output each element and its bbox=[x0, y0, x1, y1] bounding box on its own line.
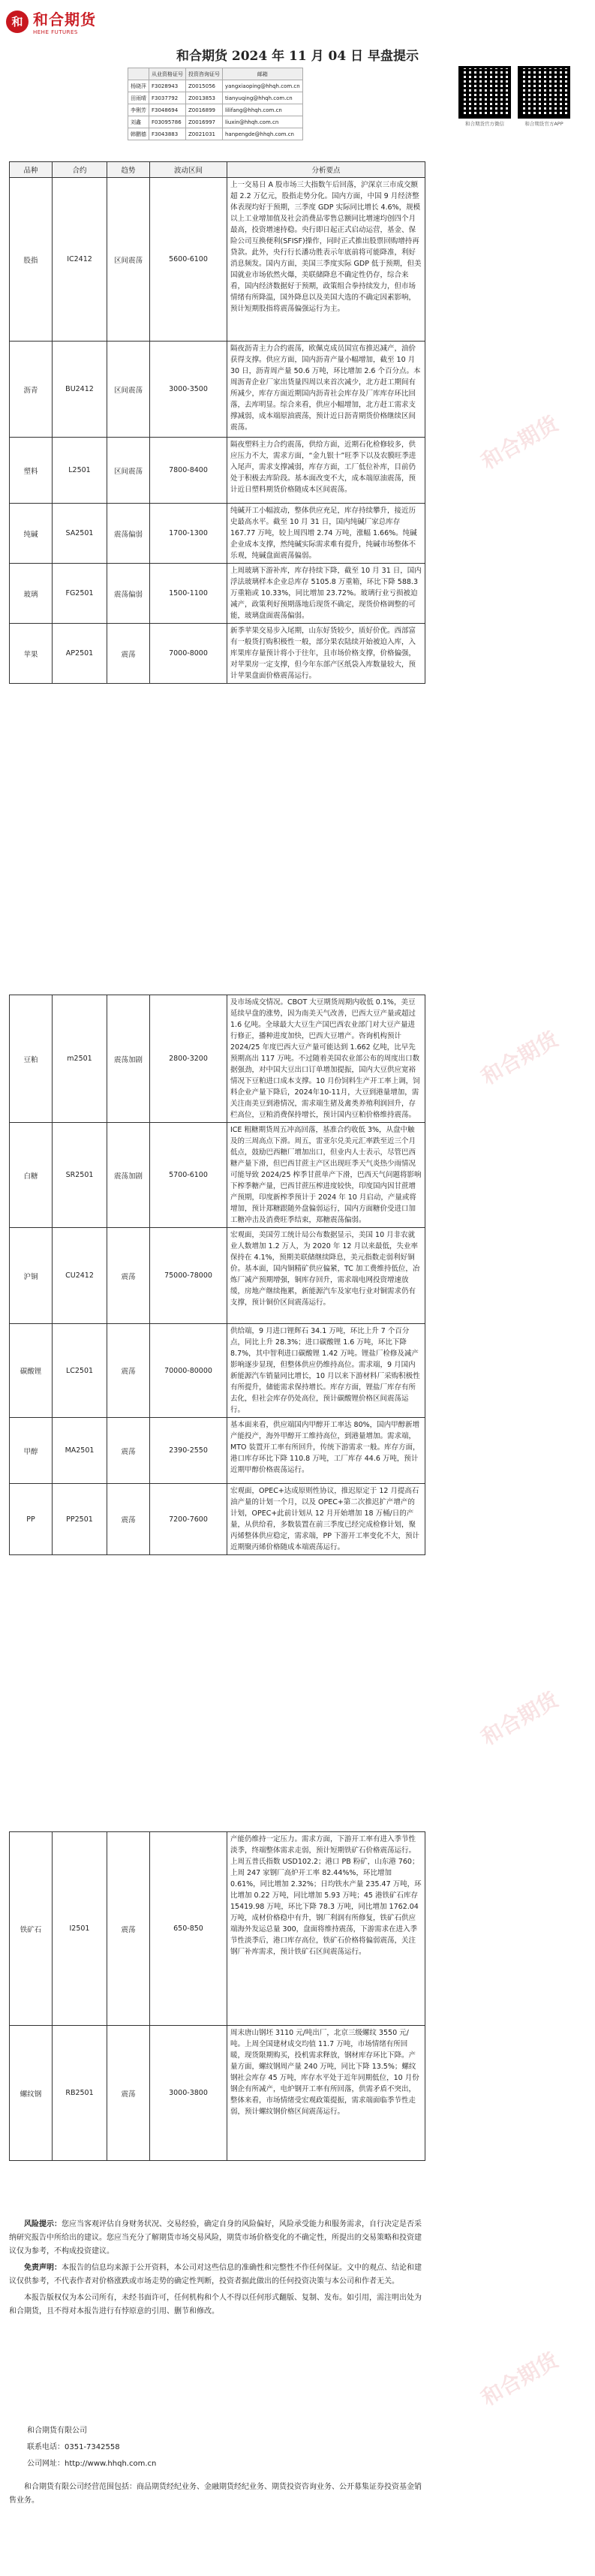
name-cell: 玻璃 bbox=[10, 564, 53, 624]
table-row bbox=[10, 624, 425, 684]
range-cell: 7000-8000 bbox=[150, 624, 227, 684]
trend-cell: 震荡 bbox=[107, 1484, 150, 1555]
analyst-cell: Z0021031 bbox=[186, 128, 223, 140]
analyst-cell: 刘鑫 bbox=[128, 116, 149, 128]
analysis-cell: 纯碱开工小幅波动，整体供应充足，库存持续攀升，接近历史最高水平。截至 10 月 31 日，国内纯碱厂家总库存 167.77 万吨，较上周四增 2.74 万吨，涨幅 1.66%。纯碱企业成本支撑，然纯碱实际需求难有提升，纯碱市场整体不乐观，纯碱盘面震荡偏弱。 bbox=[227, 504, 425, 564]
table-row bbox=[10, 995, 425, 1123]
analyst-table-header bbox=[128, 68, 303, 80]
business-scope-section bbox=[9, 2481, 425, 2511]
range-cell: 7800-8400 bbox=[150, 438, 227, 504]
wechat-qr-code bbox=[458, 66, 511, 119]
header-cell-analysis: 分析要点 bbox=[227, 162, 425, 178]
table-row bbox=[10, 1123, 425, 1228]
app-qr-code bbox=[518, 66, 570, 119]
name-cell: 沪铜 bbox=[10, 1228, 53, 1324]
strategy-table-continued bbox=[9, 1831, 425, 2161]
name-cell: 铁矿石 bbox=[10, 1832, 53, 2026]
statement-text: 本报告的信息均来源于公开资料，本公司对这些信息的准确性和完整性不作任何保证。文中的观点、结论和建议仅供参考，不代表作者对价格涨跌或市场走势的确定性判断，投资者据此做出的任何投资决策与本公司和作者无关。 bbox=[9, 2264, 422, 2286]
contract-cell: L2501 bbox=[53, 438, 107, 504]
trend-cell: 震荡 bbox=[107, 2026, 150, 2161]
contract-cell: IC2412 bbox=[53, 178, 107, 342]
range-cell: 7200-7600 bbox=[150, 1484, 227, 1555]
analyst-cell: 李俐芳 bbox=[128, 104, 149, 116]
table-row bbox=[10, 1228, 425, 1324]
range-cell: 3000-3500 bbox=[150, 342, 227, 438]
analyst-cell: F3037792 bbox=[149, 92, 186, 104]
analyst-header-cell bbox=[128, 68, 149, 80]
name-cell: PP bbox=[10, 1484, 53, 1555]
analyst-row bbox=[128, 92, 303, 104]
range-cell: 75000-78000 bbox=[150, 1228, 227, 1324]
table-row bbox=[10, 178, 425, 342]
analysis-cell: 供给端，9 月进口锂辉石 34.1 万吨，环比上升 7 个百分点，同比上升 28.3%；进口碳酸锂 1.6 万吨，环比下降 8.7%，其中智利进口碳酸锂 1.42 万吨。锂盐厂检修及减产影响逐步显现，但整体供应仍维持高位。需求端，9 月国内新能源汽车销量同比增长，10 月以来下游材料厂采购积极性有所提升，储能需求保持增长。库存方面，锂盐厂库存有所去化，但社会库存仍处高位，预计碳酸锂价格区间震荡运行。 bbox=[227, 1324, 425, 1418]
name-cell: 苹果 bbox=[10, 624, 53, 684]
name-cell: 碳酸锂 bbox=[10, 1324, 53, 1418]
contract-cell: CU2412 bbox=[53, 1228, 107, 1324]
contract-cell: PP2501 bbox=[53, 1484, 107, 1555]
analyst-cell: Z0013853 bbox=[186, 92, 223, 104]
contract-cell: LC2501 bbox=[53, 1324, 107, 1418]
business-scope: 和合期货有限公司经营范围包括：商品期货经纪业务、金融期货经纪业务、期货投资咨询业务、公开募集证券投资基金销售业务。 bbox=[9, 2483, 422, 2505]
analyst-cell: yangxiaoping@hhqh.com.cn bbox=[223, 80, 303, 92]
analyst-cell: tianyuqing@hhqh.com.cn bbox=[223, 92, 303, 104]
analysis-cell: 隔夜沥青主力合约震荡，欧佩克成员国宣布推迟减产，油价获得支撑。供应方面，国内沥青产量小幅增加，截至 10 月 30 日，沥青周产量 50.6 万吨，环比增加 2.6 个百分点。本周沥青企业厂家出货量四周以来首次减少，北方赶工期间有所减少，库存方面近期国内沥青社会库存及厂库库存环比回落，去库明显。综合来看，供应小幅增加，北方赶工需求支撑减弱，成本端原油震荡，预计近日沥青期货价格继续区间震荡。 bbox=[227, 342, 425, 438]
name-cell: 甲醇 bbox=[10, 1418, 53, 1484]
analysis-cell: ICE 粗糖期货周五冲高回落，基准合约收低 3%，从盘中触及的三周高点下滑。周五，雷亚尔兑美元汇率跌至近三个月低点，鼓励巴西糖厂增加出口，但业内人士表示，尽管巴西糖产量下滑，但巴西甘蔗主产区出现旺季天气炎热少雨情况可能导致 2024/25 榨季甘蔗单产下滑，巴西天气问题将影响下榨季糖产量，巴西甘蔗压榨进度较快，印度国内因甘蔗增产预期，印度新榨季预计于 2024 年 10 月启动，产量或将增加，预计郑糖跟随外盘偏弱运行，国内方面糖价受进口加工糖冲击及消费旺季结束，郑糖震荡偏弱。 bbox=[227, 1123, 425, 1228]
trend-cell: 震荡 bbox=[107, 1418, 150, 1484]
table-row bbox=[10, 342, 425, 438]
trend-cell: 震荡偏弱 bbox=[107, 564, 150, 624]
risk-label: 风险提示： bbox=[24, 2220, 62, 2228]
document-title: 和合期货 2024 年 11 月 04 日 早盘提示 bbox=[176, 49, 419, 64]
statement-label: 免责声明： bbox=[24, 2264, 62, 2272]
analysis-cell: 宏观面，美国劳工统计局公布数据显示，美国 10 月非农就业人数增加 1.2 万人，为 2020 年 12 月以来最低，失业率保持在 4.1%，预期美联储继续降息，美元指数走弱利好铜价。基本面，国内铜精矿供应偏紧，TC 加工费维持低位，冶炼厂减产预期增强，铜库存回升，需求端电网投资增速放缓，房地产继续拖累，新能源汽车及家电行业对铜需求仍有支撑，预计铜价区间震荡运行。 bbox=[227, 1228, 425, 1324]
analyst-header-cell: 邮箱 bbox=[223, 68, 303, 80]
table-row bbox=[10, 1832, 425, 2026]
table-row bbox=[10, 504, 425, 564]
analyst-cell: 韩鹏德 bbox=[128, 128, 149, 140]
strategy-table-header bbox=[10, 162, 425, 178]
trend-cell: 震荡加剧 bbox=[107, 1123, 150, 1228]
range-cell: 650-850 bbox=[150, 1832, 227, 2026]
analysis-cell: 隔夜塑料主力合约震荡，供给方面，近期石化检修较多，供应压力不大，需求方面，“金九银十”旺季下以及农膜旺季进入尾声，需求支撑减弱，库存方面，工厂低位补库，目前仍处于积极去库阶段。基本面改变不大，成本端原油震荡，预计近日塑料期货价格随成本区间震荡。 bbox=[227, 438, 425, 504]
analyst-cell: F3048694 bbox=[149, 104, 186, 116]
analysis-cell: 周末唐山钢坯 3110 元/吨出厂，北京三级螺纹 3550 元/吨。上周全国建材成交均值 11.7 万吨，市场情绪有所回暖，现货限期购买，投机需求释放，钢材库存环比下降。产量方面，螺纹钢周产量 240 万吨，同比下降 13.5%；螺纹钢社会库存 45 万吨，库存水平处于近年同期低位，10 月份钢企有所减产，电炉钢开工率有所回落，供需矛盾不突出，整体来看，市场情绪受宏观政策提振，需求端面临季节性走弱，预计螺纹钢价格区间震荡运行。 bbox=[227, 2026, 425, 2161]
table-row bbox=[10, 438, 425, 504]
disclaimer-section bbox=[9, 2218, 425, 2322]
range-cell: 3000-3800 bbox=[150, 2026, 227, 2161]
risk-warning bbox=[9, 2218, 425, 2259]
contract-cell: I2501 bbox=[53, 1832, 107, 2026]
trend-cell: 震荡偏弱 bbox=[107, 504, 150, 564]
analysis-cell: 产能仍维持一定压力。需求方面，下游开工率有进入季节性淡季，终端整体需求走弱，预计短期铁矿石价格震荡运行。上周五普氏指数 USD102.2；港口 PB 粉矿，山东港 760；上周 247 家钢厂高炉开工率 82.44%%，环比增加 0.61%，同比增加 2.32%；日均铁水产量 235.47 万吨，环比增加 0.22 万吨，同比增加 5.93 万吨；45 港铁矿石库存 15419.98 万吨，环比下降 78.3 万吨，同比增加 1762.04 万吨，成材价格稳中有升，钢厂利润有所修复，铁矿石供应端海外发运总量 300，盘面将维持震荡，下游需求在进入季节性淡季后，港口库存高位，铁矿石价格将偏弱震荡，关注钢厂补库需求，预计铁矿石区间震荡运行。 bbox=[227, 1832, 425, 2026]
analyst-header-cell: 从业资格证号 bbox=[149, 68, 186, 80]
analyst-row bbox=[128, 128, 303, 140]
analyst-row bbox=[128, 104, 303, 116]
trend-cell: 震荡 bbox=[107, 1228, 150, 1324]
analyst-cell: F3043883 bbox=[149, 128, 186, 140]
range-cell: 1700-1300 bbox=[150, 504, 227, 564]
analyst-table bbox=[128, 68, 303, 140]
analysis-cell: 基本面来看，供应端国内甲醇开工率达 80%，国内甲醇新增产能投产，海外甲醇开工维持高位，到港量增加。需求端，MTO 装置开工率有所回升，传统下游需求一般。库存方面，港口库存环比下降 110.8 万吨，工厂库存 44.6 万吨，预计近期甲醇价格震荡运行。 bbox=[227, 1418, 425, 1484]
trend-cell: 震荡 bbox=[107, 1324, 150, 1418]
strategy-table bbox=[9, 161, 425, 684]
watermark: 和合期货 bbox=[476, 1026, 563, 1090]
logo-subtext: HEHE FUTURES bbox=[33, 29, 78, 35]
logo-mark: 和 bbox=[6, 11, 29, 33]
trend-cell: 区间震荡 bbox=[107, 438, 150, 504]
name-cell: 纯碱 bbox=[10, 504, 53, 564]
statement bbox=[9, 2262, 425, 2289]
trend-cell: 区间震荡 bbox=[107, 178, 150, 342]
strategy-table-continued bbox=[9, 995, 425, 1555]
contract-cell: FG2501 bbox=[53, 564, 107, 624]
analyst-cell: Z0016899 bbox=[186, 104, 223, 116]
range-cell: 5700-6100 bbox=[150, 1123, 227, 1228]
header-cell-trend: 趋势 bbox=[107, 162, 150, 178]
name-cell: 塑料 bbox=[10, 438, 53, 504]
contact-phone: 联系电话：0351-7342558 bbox=[27, 2443, 120, 2451]
name-cell: 沥青 bbox=[10, 342, 53, 438]
analysis-cell: 上一交易日 A 股市场三大指数午后回落，沪深京三市成交额超 2.2 万亿元，股指走势分化。国内方面，中国 9 月经济整体表现均好于预期，三季度 GDP 实际同比增长 4.6%，规模以上工业增加值及社会消费品零售总额同比增速均创四个月最高，投资增速持稳。央行即日起正式启动运营，基金、保险公司互换便利(SFISF)操作，同时正式推出股票回购增持再贷款。此外，央行行长潘功胜表示年底前将可能降准，利好消息频发。国内方面，美国三季度实际 GDP 低于预期，但美国就业市场依然火爆，美联储降息不确定性仍存，综合来看，国内经济数据好于预期，政策组合拳持续发力，但市场情绪有所降温，国外降息以及美国大选的不确定因素影响，预计短期股指将震荡偏强运行为主。 bbox=[227, 178, 425, 342]
analyst-row bbox=[128, 80, 303, 92]
range-cell: 70000-80000 bbox=[150, 1324, 227, 1418]
range-cell: 2390-2550 bbox=[150, 1418, 227, 1484]
analysis-cell: 上周玻璃下游补库，库存持续下降，截至 10 月 31 日，国内浮法玻璃样本企业总库存 5105.8 万重箱，环比下降 588.3 万重箱或 10.33%，同比增加 23.72%。玻璃行业亏损被迫减产，政策利好预期落地后现货不确定，现货价格调整的可能，玻璃盘面震荡偏弱。 bbox=[227, 564, 425, 624]
contract-cell: BU2412 bbox=[53, 342, 107, 438]
trend-cell: 区间震荡 bbox=[107, 342, 150, 438]
analysis-cell: 及市场成交情况。CBOT 大豆期货周期内收低 0.1%，美豆延续早盘的涨势，因为南美天气改善，巴西大豆产量或超过 1.6 亿吨。全球最大大豆生产国巴西农业部门对大豆产量进行修正，播种进度加快，巴西大豆增产。咨询机构预计 2024/25 年度巴西大豆产量可能达到 1.662 亿吨，比早先预期高出 117 万吨。不过随着美国农业部公布的周度出口数据强劲，对中国大豆出口订单增加提振，国内大豆供应宽裕情况下豆粕进口成本支撑。10 月份饲料生产开工率上调，饲料企业产量下降后，2024年10-11月，大豆到港量增加，需关注南美豆到港情况，需求端生猪及禽类养殖利润回升，存栏高位，豆粕消费保持增长，预计国内豆粕价格维持震荡。 bbox=[227, 995, 425, 1123]
trend-cell: 震荡加剧 bbox=[107, 995, 150, 1123]
contract-cell: SR2501 bbox=[53, 1123, 107, 1228]
name-cell: 白糖 bbox=[10, 1123, 53, 1228]
watermark: 和合期货 bbox=[476, 411, 563, 474]
analyst-cell: Z0015056 bbox=[186, 80, 223, 92]
analysis-cell: 新季苹果交易步入尾期，山东好货较少，质好价优。西部富有一般货打购积极性一般，部分果农陆续开始被迫入库，入库果库存量预计将小于往年，且市场价格支撑，价格偏强，对苹果房一定支撑，但今年东部产区纸袋入库数量较大，预计苹果盘面价格震荡运行。 bbox=[227, 624, 425, 684]
analyst-cell: liuxin@hhqh.com.cn bbox=[223, 116, 303, 128]
range-cell: 1500-1100 bbox=[150, 564, 227, 624]
header-cell-variety: 品种 bbox=[10, 162, 53, 178]
app-qr-caption: 和合期货官方APP bbox=[524, 121, 563, 127]
contract-cell: SA2501 bbox=[53, 504, 107, 564]
contact-section bbox=[27, 2423, 156, 2472]
contract-cell: AP2501 bbox=[53, 624, 107, 684]
company-logo bbox=[6, 8, 96, 35]
contract-cell: MA2501 bbox=[53, 1418, 107, 1484]
analyst-cell: Z0016997 bbox=[186, 116, 223, 128]
contract-cell: m2501 bbox=[53, 995, 107, 1123]
table-row bbox=[10, 564, 425, 624]
contract-cell: RB2501 bbox=[53, 2026, 107, 2161]
copyright-text: 本报告版权仅为本公司所有，未经书面许可，任何机构和个人不得以任何形式翻版、复制、发布。如引用，需注明出处为和合期货，且不得对本报告进行有悖原意的引用、删节和修改。 bbox=[9, 2294, 422, 2316]
analyst-cell: F03095786 bbox=[149, 116, 186, 128]
table-row bbox=[10, 1324, 425, 1418]
logo-text: 和合期货 bbox=[33, 11, 96, 29]
wechat-qr-caption: 和合期货官方微信 bbox=[465, 121, 504, 127]
name-cell: 螺纹钢 bbox=[10, 2026, 53, 2161]
range-cell: 5600-6100 bbox=[150, 178, 227, 342]
header-cell-contract: 合约 bbox=[53, 162, 107, 178]
risk-text: 您应当客观评估自身财务状况、交易经验，确定自身的风险偏好，风险承受能力和服务需求，自行决定是否采纳研究报告中所给出的建议。您应当充分了解期货市场交易风险，期货市场价格变化的不确定性，所提出的交易策略和投资建议仅为参考，不构成投资建议。 bbox=[9, 2220, 422, 2256]
range-cell: 2800-3200 bbox=[150, 995, 227, 1123]
table-row bbox=[10, 1484, 425, 1555]
table-row bbox=[10, 2026, 425, 2161]
trend-cell: 震荡 bbox=[107, 1832, 150, 2026]
analyst-cell: F3028943 bbox=[149, 80, 186, 92]
trend-cell: 震荡 bbox=[107, 624, 150, 684]
analyst-row bbox=[128, 116, 303, 128]
watermark: 和合期货 bbox=[476, 2347, 563, 2411]
company-website[interactable]: 公司网址：http://www.hhqh.com.cn bbox=[27, 2460, 157, 2468]
analyst-header-cell: 投资咨询证号 bbox=[186, 68, 223, 80]
company-name: 和合期货有限公司 bbox=[27, 2427, 87, 2435]
analysis-cell: 宏观面，OPEC+达成原则性协议，推迟原定于 12 月提高石油产量的计划一个月，以及 OPEC+第二次推迟扩产增产的计划，OPEC+此前计划从 12 月开始增加 18 万桶/日的产量，从供给看，多数装置在前三季度已经完成检修计划，聚丙烯整体供应稳定，需求端，PP 下游开工率变化不大，预计近期聚丙烯价格随成本端震荡运行。 bbox=[227, 1484, 425, 1555]
analyst-cell: hanpengde@hhqh.com.cn bbox=[223, 128, 303, 140]
table-row bbox=[10, 1418, 425, 1484]
name-cell: 股指 bbox=[10, 178, 53, 342]
name-cell: 豆粕 bbox=[10, 995, 53, 1123]
header-cell-range: 波动区间 bbox=[150, 162, 227, 178]
analyst-cell: 田雨晴 bbox=[128, 92, 149, 104]
analyst-cell: lilifang@hhqh.com.cn bbox=[223, 104, 303, 116]
analyst-cell: 杨晓萍 bbox=[128, 80, 149, 92]
watermark: 和合期货 bbox=[476, 1687, 563, 1750]
